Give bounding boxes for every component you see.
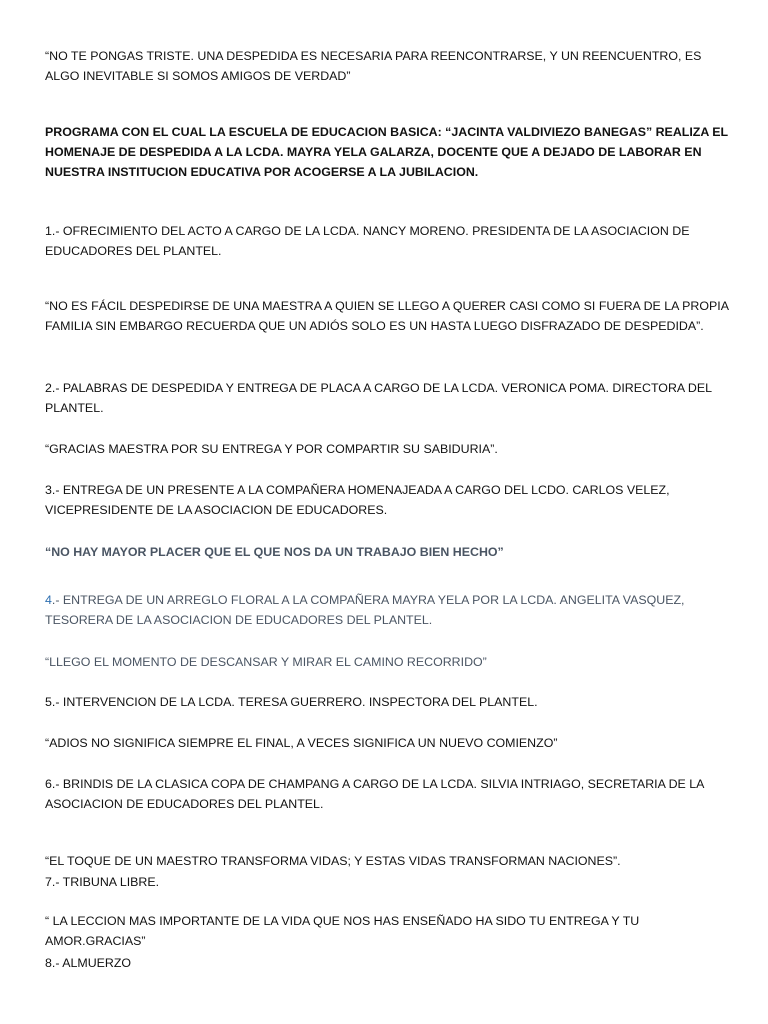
item-4-number: 4	[45, 593, 52, 607]
quote-3: “NO HAY MAYOR PLACER QUE EL QUE NOS DA UN TRABAJO BIEN HECHO”	[45, 545, 504, 559]
quote-7: “ LA LECCION MAS IMPORTANTE DE LA VIDA QUE NOS HAS ENSEÑADO HA SIDO TU ENTREGA Y TU AMOR.GRACIAS”	[45, 914, 640, 948]
quote-5: “ADIOS NO SIGNIFICA SIEMPRE EL FINAL, A VECES SIGNIFICA UN NUEVO COMIENZO”	[45, 736, 558, 750]
program-item-6: 6.- BRINDIS DE LA CLASICA COPA DE CHAMPANG A CARGO DE LA LCDA. SILVIA INTRIAGO, SECRETARIA DE LA ASOCIACION DE EDUCADORES DEL PLANTEL.	[45, 777, 704, 811]
program-title: PROGRAMA CON EL CUAL LA ESCUELA DE EDUCACION BASICA: “JACINTA VALDIVIEZO BANEGAS” REALIZA EL HOMENAJE DE DESPEDIDA A LA LCDA. MAYRA YELA GALARZA, DOCENTE QUE A DEJADO DE LABORAR EN NUESTRA INSTITUCION EDUCATIVA POR ACOGERSE A LA JUBILACION.	[45, 125, 728, 179]
program-item-7: 7.- TRIBUNA LIBRE.	[45, 875, 160, 889]
program-item-8: 8.- ALMUERZO	[45, 956, 132, 970]
item-4-text: .- ENTREGA DE UN ARREGLO FLORAL A LA COMPAÑERA MAYRA YELA POR LA LCDA. ANGELITA VASQUEZ, TESORERA DE LA ASOCIACION DE EDUCADORES DEL PLANTEL.	[45, 593, 685, 627]
program-item-1: 1.- OFRECIMIENTO DEL ACTO A CARGO DE LA LCDA. NANCY MORENO. PRESIDENTA DE LA ASOCIACION DE EDUCADORES DEL PLANTEL.	[45, 224, 690, 258]
opening-quote: “NO TE PONGAS TRISTE. UNA DESPEDIDA ES NECESARIA PARA REENCONTRARSE, Y UN REENCUENTRO, ES ALGO INEVITABLE SI SOMOS AMIGOS DE VERDAD”	[45, 49, 702, 83]
quote-6: “EL TOQUE DE UN MAESTRO TRANSFORMA VIDAS; Y ESTAS VIDAS TRANSFORMAN NACIONES”.	[45, 854, 621, 868]
quote-4: “LLEGO EL MOMENTO DE DESCANSAR Y MIRAR EL CAMINO RECORRIDO”	[45, 655, 487, 669]
program-item-2: 2.- PALABRAS DE DESPEDIDA Y ENTREGA DE PLACA A CARGO DE LA LCDA. VERONICA POMA. DIRECTORA DEL PLANTEL.	[45, 381, 712, 415]
program-item-3: 3.- ENTREGA DE UN PRESENTE A LA COMPAÑERA HOMENAJEADA A CARGO DEL LCDO. CARLOS VELEZ, VICEPRESIDENTE DE LA ASOCIACION DE EDUCADORES.	[45, 483, 670, 517]
program-item-5: 5.- INTERVENCION DE LA LCDA. TERESA GUERRERO. INSPECTORA DEL PLANTEL.	[45, 695, 538, 709]
quote-2: “GRACIAS MAESTRA POR SU ENTREGA Y POR COMPARTIR SU SABIDURIA”.	[45, 442, 498, 456]
quote-1: “NO ES FÁCIL DESPEDIRSE DE UNA MAESTRA A QUIEN SE LLEGO A QUERER CASI COMO SI FUERA DE LA PROPIA FAMILIA SIN EMBARGO RECUERDA QUE UN ADIÓS SOLO ES UN HASTA LUEGO DISFRAZADO DE DESPEDIDA”.	[45, 299, 729, 333]
program-item-4	[45, 590, 735, 630]
